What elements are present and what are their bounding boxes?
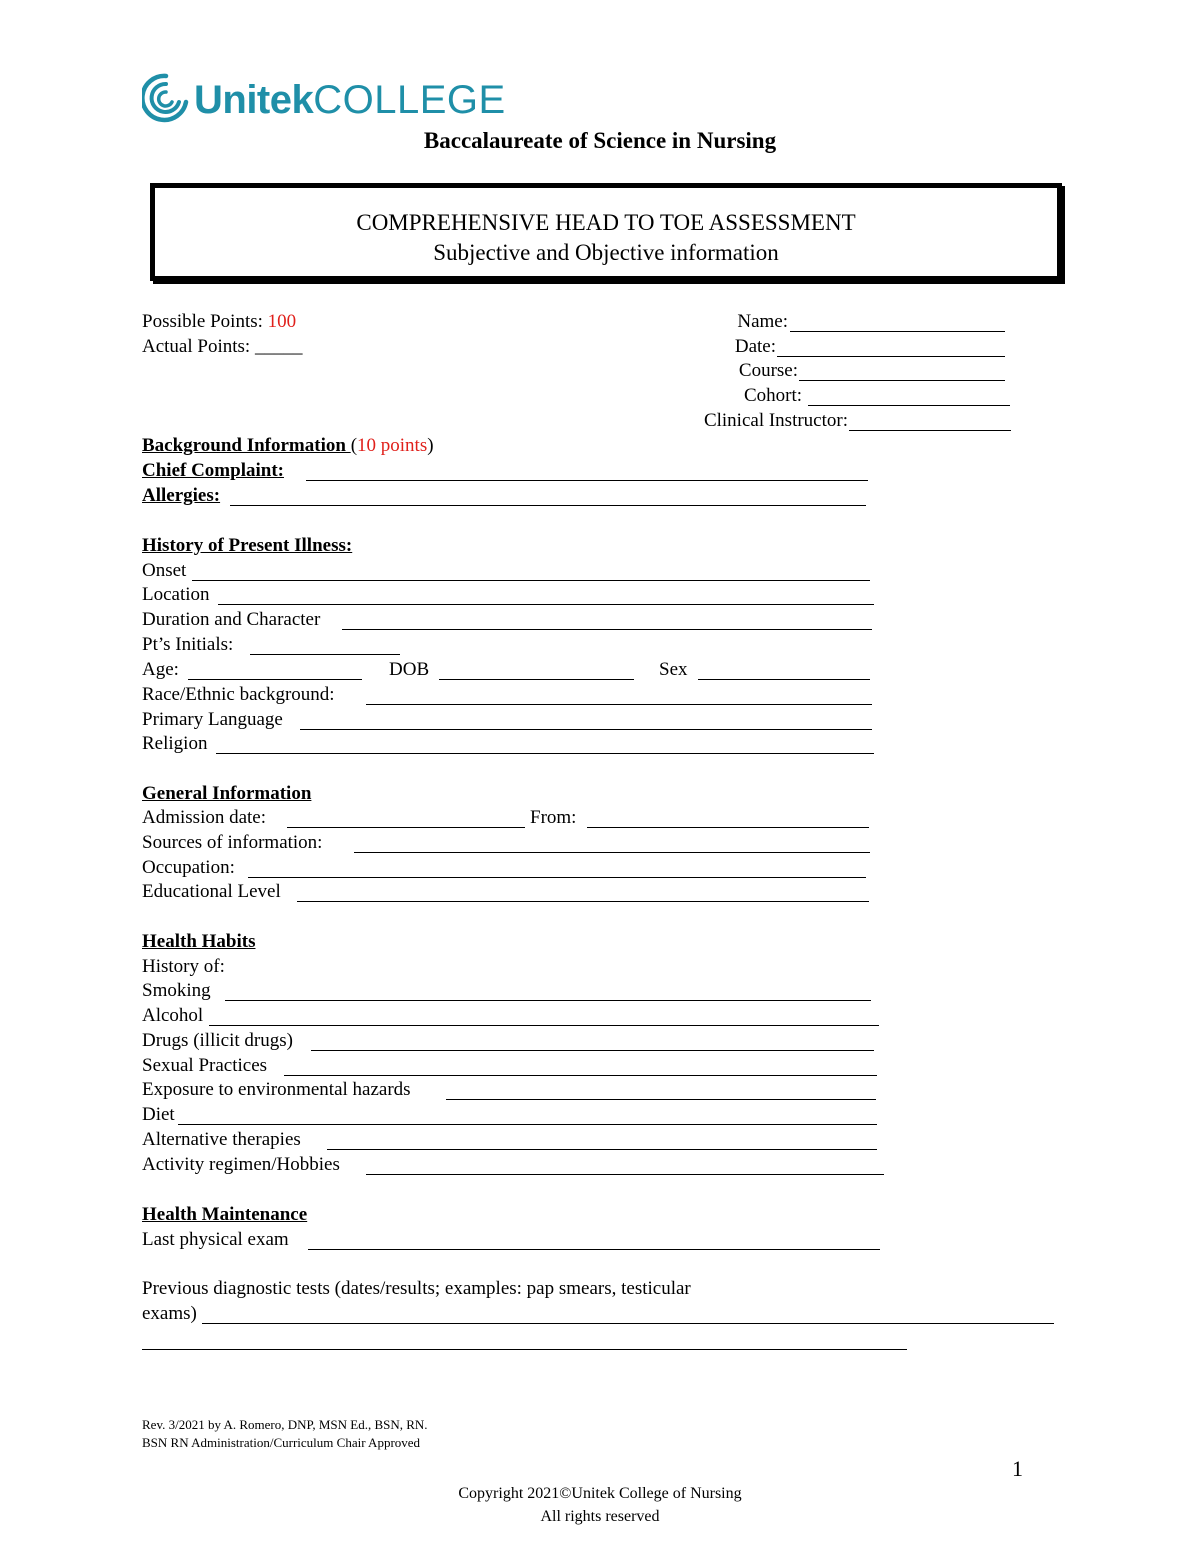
date-label: Date: bbox=[734, 336, 776, 357]
page-number: 1 bbox=[1012, 1456, 1023, 1481]
onset-field[interactable] bbox=[192, 580, 870, 581]
history-of-label: History of: bbox=[142, 956, 225, 977]
possible-points: Possible Points: 100 bbox=[142, 311, 297, 332]
assessment-subtitle: Subjective and Objective information bbox=[433, 240, 779, 265]
background-points: 10 points bbox=[357, 435, 428, 456]
occupation-field[interactable] bbox=[248, 877, 866, 878]
approval-line: BSN RN Administration/Curriculum Chair Approved bbox=[142, 1435, 421, 1450]
smoking-field[interactable] bbox=[225, 1000, 871, 1001]
onset-label: Onset bbox=[142, 560, 187, 581]
occupation-label: Occupation: bbox=[142, 857, 235, 878]
last-exam-label: Last physical exam bbox=[142, 1229, 289, 1250]
chief-complaint-field[interactable] bbox=[306, 480, 868, 481]
age-field[interactable] bbox=[188, 679, 362, 680]
diet-field[interactable] bbox=[178, 1124, 877, 1125]
assessment-title: COMPREHENSIVE HEAD TO TOE ASSESSMENT bbox=[356, 210, 856, 235]
instructor-label: Clinical Instructor: bbox=[703, 410, 848, 431]
prev-tests-field-2[interactable] bbox=[142, 1349, 907, 1350]
instructor-field[interactable] bbox=[849, 430, 1011, 431]
exposure-label: Exposure to environmental hazards bbox=[142, 1079, 411, 1100]
chief-complaint-label: Chief Complaint: bbox=[142, 460, 284, 481]
location-field[interactable] bbox=[218, 604, 874, 605]
habits-heading: Health Habits bbox=[142, 931, 256, 952]
name-field[interactable] bbox=[790, 331, 1005, 332]
copyright bbox=[0, 1482, 1200, 1528]
prev-tests-label: Previous diagnostic tests (dates/results; examples: pap smears, testicular bbox=[142, 1278, 691, 1299]
exposure-field[interactable] bbox=[446, 1099, 876, 1100]
sources-label: Sources of information: bbox=[142, 832, 323, 853]
prev-tests-field[interactable] bbox=[202, 1323, 1054, 1324]
race-label: Race/Ethnic background: bbox=[142, 684, 335, 705]
general-heading: General Information bbox=[142, 783, 312, 804]
date-field[interactable] bbox=[777, 356, 1005, 357]
smoking-label: Smoking bbox=[142, 980, 211, 1001]
drugs-label: Drugs (illicit drugs) bbox=[142, 1030, 293, 1051]
location-label: Location bbox=[142, 584, 210, 605]
program-title: Baccalaureate of Science in Nursing bbox=[423, 128, 777, 153]
sex-field[interactable] bbox=[698, 679, 870, 680]
hpi-heading: History of Present Illness: bbox=[142, 535, 353, 556]
revision-line: Rev. 3/2021 by A. Romero, DNP, MSN Ed., BSN, RN. bbox=[142, 1417, 428, 1432]
activity-field[interactable] bbox=[366, 1174, 884, 1175]
alcohol-field[interactable] bbox=[209, 1025, 879, 1026]
religion-label: Religion bbox=[142, 733, 208, 754]
alternative-label: Alternative therapies bbox=[142, 1129, 301, 1150]
sources-field[interactable] bbox=[354, 852, 870, 853]
education-field[interactable] bbox=[297, 901, 869, 902]
rights-line: All rights reserved bbox=[540, 1508, 660, 1525]
age-label: Age: bbox=[142, 659, 179, 680]
unitek-swirl-icon bbox=[142, 72, 190, 126]
diet-label: Diet bbox=[142, 1104, 175, 1125]
prev-tests-label-2: exams) bbox=[142, 1303, 197, 1324]
race-field[interactable] bbox=[366, 704, 872, 705]
course-field[interactable] bbox=[799, 380, 1005, 381]
sexual-label: Sexual Practices bbox=[142, 1055, 268, 1076]
allergies-field[interactable] bbox=[230, 505, 866, 506]
cohort-field[interactable] bbox=[808, 405, 1010, 406]
course-label: Course: bbox=[738, 360, 798, 381]
allergies-label: Allergies: bbox=[142, 485, 221, 506]
unitek-college-logo bbox=[142, 72, 506, 128]
initials-label: Pt’s Initials: bbox=[142, 634, 234, 655]
assessment-title-box bbox=[150, 183, 1062, 281]
initials-field[interactable] bbox=[250, 654, 400, 655]
education-label: Educational Level bbox=[142, 881, 281, 902]
religion-field[interactable] bbox=[216, 753, 874, 754]
alcohol-label: Alcohol bbox=[142, 1005, 204, 1026]
possible-points-value: 100 bbox=[267, 311, 297, 332]
dob-field[interactable] bbox=[439, 679, 634, 680]
activity-label: Activity regimen/Hobbies bbox=[142, 1154, 340, 1175]
last-exam-field[interactable] bbox=[308, 1249, 880, 1250]
admission-label: Admission date: bbox=[142, 807, 267, 828]
language-label: Primary Language bbox=[142, 709, 283, 730]
duration-field[interactable] bbox=[342, 629, 872, 630]
from-label: From: bbox=[530, 807, 577, 828]
from-field[interactable] bbox=[587, 827, 869, 828]
revision-note bbox=[142, 1416, 428, 1452]
sex-label: Sex bbox=[659, 659, 688, 680]
name-label: Name: bbox=[737, 311, 788, 332]
alternative-field[interactable] bbox=[327, 1149, 877, 1150]
logo-wordmark: UnitekCOLLEGE bbox=[194, 78, 506, 122]
background-heading: Background Information (10 points) bbox=[142, 435, 434, 456]
dob-label: DOB bbox=[389, 659, 430, 680]
copyright-line: Copyright 2021©Unitek College of Nursing bbox=[458, 1485, 742, 1502]
admission-field[interactable] bbox=[287, 827, 525, 828]
actual-points: Actual Points: _____ bbox=[142, 336, 303, 357]
maintenance-heading: Health Maintenance bbox=[142, 1204, 308, 1225]
language-field[interactable] bbox=[300, 729, 872, 730]
sexual-field[interactable] bbox=[284, 1075, 877, 1076]
duration-label: Duration and Character bbox=[142, 609, 321, 630]
cohort-label: Cohort: bbox=[743, 385, 802, 406]
drugs-field[interactable] bbox=[311, 1050, 874, 1051]
